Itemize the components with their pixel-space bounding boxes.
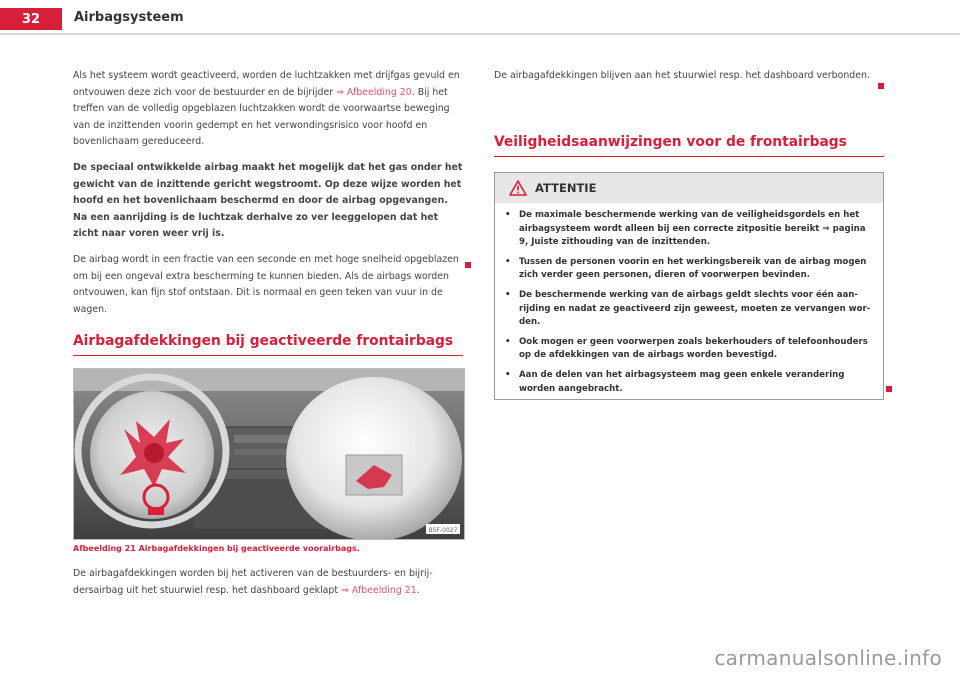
section-title-rule (73, 355, 463, 356)
warning-box (494, 172, 884, 400)
warning-item: • De maximale beschermende werking van de veiligheidsgordels en het airbagsysteem wordt alleen bij een correcte zitpositie bereikt ⇒ pagina 9, Juiste zithouding van de inzittenden. (505, 210, 866, 248)
paragraph-gas-flow: De speciaal ontwikkelde airbag maakt het mogelijk dat het gas onder het gewicht van de inzittende gericht wegstroomt. Op deze wijze worden het hoofd en het bovenlichaam beschermd en door de airbag opgevangen. Na een aanrijding is de luchtzak derhalve zo ver leeggelopen dat het zicht naar voren weer vrij is. (73, 161, 463, 240)
warning-triangle-icon (509, 180, 527, 196)
section-safety (494, 134, 884, 157)
page-number: 32 (0, 8, 62, 30)
header-divider (0, 33, 960, 35)
paragraph-covers-attached: De airbagafdekkingen blijven aan het stuurwiel resp. het dashboard verbonden. (494, 70, 870, 81)
watermark: carmanualsonline.info (714, 646, 942, 670)
section-end-marker (465, 262, 471, 268)
figure-code: B5F-0027 (428, 527, 458, 534)
warning-body (495, 203, 883, 396)
warning-item: • Tussen de personen voorin en het werkingsbereik van de airbag mogen zich verder geen personen, dieren of voorwerpen bevinden. (505, 256, 867, 281)
airbag-illustration (74, 369, 464, 539)
left-column (73, 68, 463, 327)
section-end-marker (886, 386, 892, 392)
figure-link-21[interactable]: ⇒ Afbeelding 21 (341, 584, 417, 596)
warning-label: ATTENTIE (535, 181, 597, 195)
section-title-rule (494, 156, 884, 157)
section-covers (73, 333, 463, 356)
airbag-figure (73, 368, 465, 540)
section-end-marker (878, 83, 884, 89)
figure-link-20[interactable]: ⇒ Afbeelding 20 (336, 86, 412, 98)
warning-header (495, 173, 883, 203)
warning-item: • Aan de delen van het airbagsysteem mag geen enkele verandering worden aangebracht. (505, 369, 845, 394)
warning-item: • Ook mogen er geen voorwerpen zoals bekerhouders of telefoonhouders op de afdekkingen van de airbags worden bevestigd. (505, 336, 868, 361)
section-title-covers: Airbagafdekkingen bij geactiveerde frontairbags (73, 333, 454, 349)
paragraph-inflation: De airbag wordt in een fractie van een seconde en met hoge snelheid opgeblazen om bij een ongeval extra bescherming te kunnen bieden. Als de airbags worden ontvouwen, kan fijn stof ontstaan. Dit is normaal en geen teken van vuur in de wagen. (73, 253, 459, 315)
page-header-title: Airbagsysteem (74, 10, 184, 25)
figure-caption: Afbeelding 21 Airbagafdekkingen bij geactiveerde voorairbags. (73, 544, 360, 553)
paragraph-covers: De airbagafdekkingen worden bij het activeren van de bestuurders- en bijrijdersairbag uit het stuurwiel resp. het dashboard geklapt ⇒ Afbeelding 21. (73, 568, 433, 596)
section-title-safety: Veiligheidsaanwijzingen voor de frontairbags (494, 134, 847, 150)
right-column (494, 68, 884, 94)
paragraph-activation: Als het systeem wordt geactiveerd, worden de luchtzakken met drijfgas gevuld en ontvouwen deze zich voor de bestuurder en de bijrijder ⇒ Afbeelding 20. Bij het treffen van de volledig opgeblazen luchtzakken wordt de voorwaartse beweging van de inzittenden voorin gedempt en het verwondingsrisico voor hoofd en bovenlichaam gereduceerd. (73, 70, 460, 148)
warning-item: • De beschermende werking van de airbags geldt slechts voor één aanrijding en nadat ze geactiveerd zijn geweest, moeten ze vervangen worden. (505, 289, 871, 328)
